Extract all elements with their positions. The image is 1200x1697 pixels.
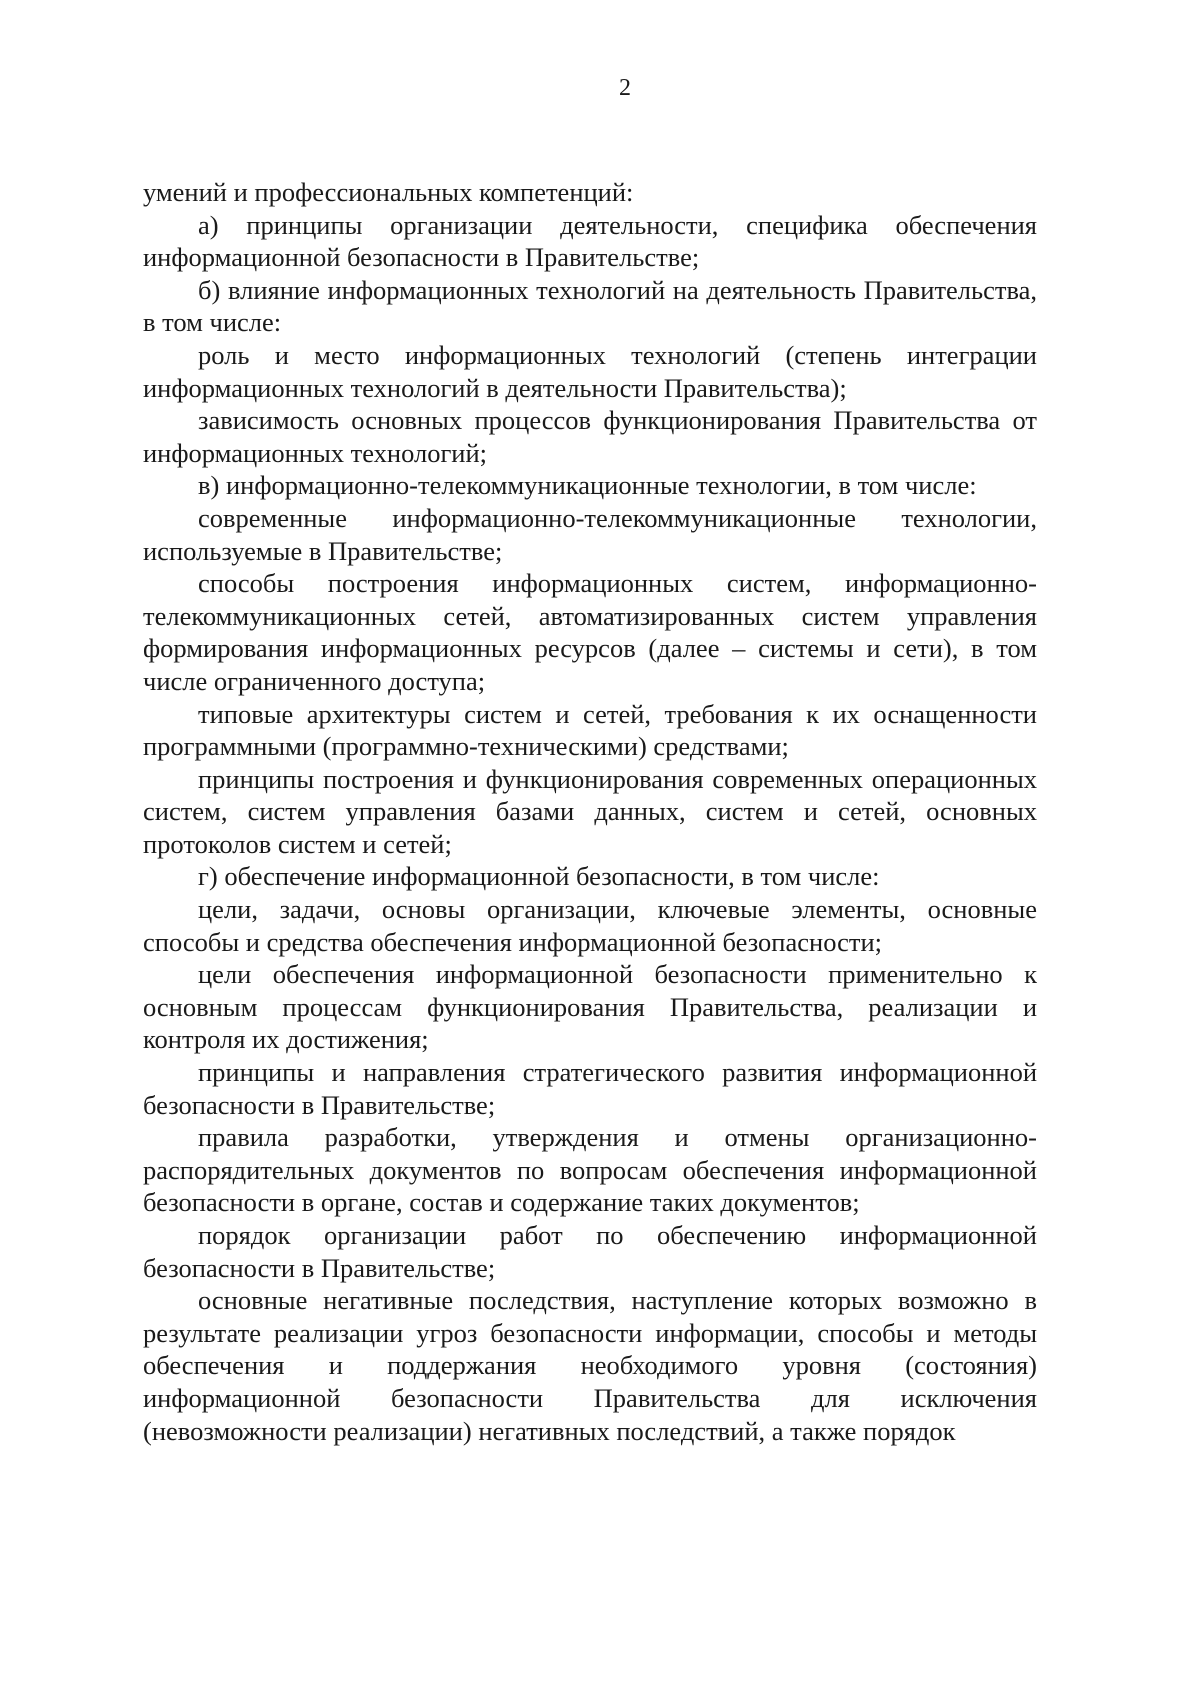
paragraph-5: в) информационно-телекоммуникационные технологии, в том числе: xyxy=(198,470,977,501)
paragraph-7: способы построения информационных систем, информационно-телекоммуникационных сетей, автоматизированных систем управления формирования информационных ресурсов (далее – системы и сети), в том числе ограниченного доступа; xyxy=(143,568,1037,696)
paragraph-6: современные информационно-телекоммуникационные технологии, используемые в Правительстве; xyxy=(143,502,1037,566)
paragraph-3: роль и место информационных технологий (степень интеграции информационных технологий в деятельности Правительства); xyxy=(143,339,1037,403)
paragraph-14: правила разработки, утверждения и отмены организационно-распорядительных документов по вопросам обеспечения информационной безопасности в органе, состав и содержание таких документов; xyxy=(143,1122,1037,1218)
paragraph-0: умений и профессиональных компетенций: xyxy=(143,177,634,207)
paragraph-16: основные негативные последствия, наступление которых возможно в результате реализации угроз безопасности информации, способы и методы обеспечения и поддержания необходимого уровня (состояния) информационной безопасности Правительства для исключения (невозможности реализации) негативных последствий, а также порядок xyxy=(143,1285,1037,1446)
paragraph-4: зависимость основных процессов функционирования Правительства от информационных технологий; xyxy=(143,405,1037,468)
paragraph-9: принципы построения и функционирования современных операционных систем, систем управления базами данных, систем и сетей, основных протоколов систем и сетей; xyxy=(143,763,1037,859)
paragraph-10: г) обеспечение информационной безопасности, в том числе: xyxy=(198,861,880,892)
paragraph-12: цели обеспечения информационной безопасности применительно к основным процессам функционирования Правительства, реализации и контроля их достижения; xyxy=(143,959,1037,1055)
page-number: 2 xyxy=(619,75,631,101)
document-body xyxy=(143,176,1037,1447)
paragraph-2: б) влияние информационных технологий на деятельность Правительства, в том числе: xyxy=(143,274,1037,338)
paragraph-13: принципы и направления стратегического развития информационной безопасности в Правительстве; xyxy=(143,1057,1037,1120)
paragraph-11: цели, задачи, основы организации, ключевые элементы, основные способы и средства обеспечения информационной безопасности; xyxy=(143,894,1037,957)
paragraph-1: а) принципы организации деятельности, специфика обеспечения информационной безопасности в Правительстве; xyxy=(143,209,1037,273)
paragraph-15: порядок организации работ по обеспечению информационной безопасности в Правительстве; xyxy=(143,1220,1037,1283)
paragraph-8: типовые архитектуры систем и сетей, требования к их оснащенности программными (программно-техническими) средствами; xyxy=(143,698,1037,762)
